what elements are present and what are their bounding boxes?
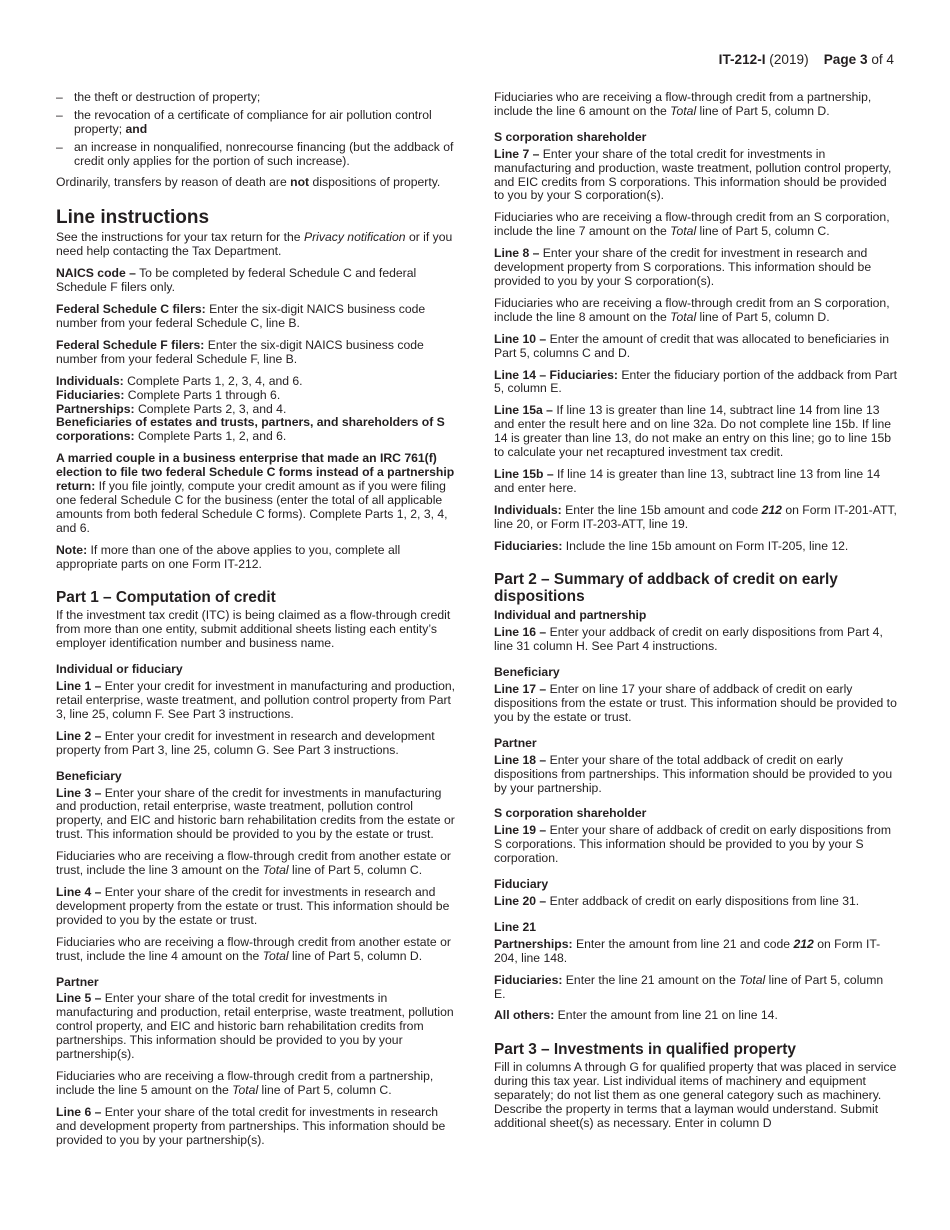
- note: Note: If more than one of the above applies to you, complete all appropriate parts on one Form IT-212.: [56, 542, 401, 571]
- page-header: [719, 53, 894, 67]
- naics-code: NAICS code – To be completed by federal Schedule C and federal Schedule F filers only.: [56, 266, 417, 295]
- line4: Line 4 – Enter your share of the credit for investments in research and development property from the estate or trust. This information should be provided to you by the estate or trust.: [56, 884, 450, 927]
- disposition-list: [56, 91, 460, 169]
- part3-heading: Part 3 – Investments in qualified property: [494, 1041, 796, 1059]
- see-instructions: See the instructions for your tax return for the Privacy notification or if you need help contacting the Tax Department.: [56, 230, 453, 259]
- line16: Line 16 – Enter your addback of credit on early dispositions from Part 4, line 31 column H. See Part 4 instructions.: [494, 625, 883, 654]
- page-of: of 4: [871, 52, 894, 67]
- transfers-note: Ordinarily, transfers by reason of death are not dispositions of property.: [56, 174, 441, 189]
- page-label: Page 3: [823, 52, 868, 67]
- line6-fiduciaries: Fiduciaries who are receiving a flow-through credit from a partnership, include the line 6 amount on the Total line of Part 5, column D.: [494, 90, 872, 118]
- parts-to-complete: Individuals: Complete Parts 1, 2, 3, 4, and 6. Fiduciaries: Complete Parts 1 through 6. Partnerships: Complete Parts 2, 3, and 4. Beneficiaries of estates and trusts, partners, and shareholders of S corporations: Complete Parts 1, 2, and 6.: [56, 373, 445, 444]
- line20: Line 20 – Enter addback of credit on early dispositions from line 31.: [494, 893, 860, 908]
- beneficiary-heading-2: Beneficiary: [494, 665, 560, 680]
- fed-c-filers: Federal Schedule C filers: Enter the six-digit NAICS business code number from your federal Schedule C, line B.: [56, 302, 426, 330]
- line5-fiduciaries: Fiduciaries who are receiving a flow-through credit from a partnership, include the line 5 amount on the Total line of Part 5, column C.: [56, 1068, 434, 1097]
- line4-fiduciaries: Fiduciaries who are receiving a flow-through credit from another estate or trust, include the line 4 amount on the Total line of Part 5, column D.: [56, 934, 451, 963]
- line15b-individuals: Individuals: Enter the line 15b amount and code 212 on Form IT-201-ATT, line 20, or Form IT-203-ATT, line 19.: [494, 502, 897, 531]
- fiduciary-heading: Fiduciary: [494, 877, 549, 892]
- line5: Line 5 – Enter your share of the total credit for investments in manufacturing and production, retail enterprise, waste treatment, pollution control property, and EIC and historic barn rehabilitation credits from partnerships. This information should be provided to you by your partnership(s).: [56, 991, 454, 1062]
- part1-heading: Part 1 – Computation of credit: [56, 589, 276, 607]
- partner-heading-2: Partner: [494, 735, 537, 750]
- individual-partnership-heading: Individual and partnership: [494, 608, 647, 623]
- form-year: (2019): [769, 52, 809, 67]
- line15a: Line 15a – If line 13 is greater than line 14, subtract line 14 from line 13 and enter the result here and on line 32a. Do not complete line 15b. If line 14 is greater than line 13, do not make an entry on this line; go to line 15b to calculate your net recaptured investment tax credit.: [494, 403, 892, 460]
- beneficiary-heading: Beneficiary: [56, 768, 122, 783]
- fed-f-filers: Federal Schedule F filers: Enter the six-digit NAICS business code number from your federal Schedule F, line B.: [56, 337, 424, 366]
- line10: Line 10 – Enter the amount of credit that was allocated to beneficiaries in Part 5, columns C and D.: [494, 331, 889, 360]
- left-column: [56, 91, 460, 1155]
- line21-partnerships: Partnerships: Enter the amount from line 21 and code 212 on Form IT-204, line 148.: [494, 936, 881, 965]
- line8: Line 8 – Enter your share of the credit for investment in research and development property from S corporations. This information should be provided to you by your S corporation(s).: [494, 246, 872, 288]
- line17: Line 17 – Enter on line 17 your share of addback of credit on early dispositions from the estate or trust. This information should be provided to you by the estate or trust.: [494, 682, 897, 724]
- line15b-fiduciaries: Fiduciaries: Include the line 15b amount on Form IT-205, line 12.: [494, 538, 849, 553]
- line14: Line 14 – Fiduciaries: Enter the fiduciary portion of the addback from Part 5, column E.: [494, 367, 898, 396]
- right-column: [494, 91, 898, 1139]
- line6: Line 6 – Enter your share of the total credit for investments in research and development property from partnerships. This information should be provided to you by your partnership(s).: [56, 1104, 446, 1147]
- line8-fiduciaries: Fiduciaries who are receiving a flow-through credit from an S corporation, include the line 8 amount on the Total line of Part 5, column D.: [494, 295, 890, 324]
- line21-fiduciaries: Fiduciaries: Enter the line 21 amount on the Total line of Part 5, column E.: [494, 972, 884, 1001]
- line2: Line 2 – Enter your credit for investment in research and development property from Part 3, line 25, column G. See Part 3 instructions.: [56, 728, 435, 757]
- line3-fiduciaries: Fiduciaries who are receiving a flow-through credit from another estate or trust, include the line 3 amount on the Total line of Part 5, column C.: [56, 849, 451, 878]
- s-corp-heading-2: S corporation shareholder: [494, 806, 647, 821]
- part1-intro: If the investment tax credit (ITC) is being claimed as a flow-through credit from more than one entity, submit additional sheets listing each entity’s employer identification number and business name.: [56, 608, 451, 651]
- line1: Line 1 – Enter your credit for investment in manufacturing and production, retail enterprise, waste treatment, and pollution control property from Part 3, line 25, column F. See Part 3 instructions.: [56, 679, 456, 721]
- line3: Line 3 – Enter your share of the credit for investments in manufacturing and production, retail enterprise, waste treatment, pollution control property, and EIC and historic barn rehabilitation credits from the estate or trust. This information should be provided to you by the estate or trust.: [56, 785, 455, 842]
- line7-fiduciaries: Fiduciaries who are receiving a flow-through credit from an S corporation, include the line 7 amount on the Total line of Part 5, column C.: [494, 210, 890, 239]
- list-item: – the theft or destruction of property;: [56, 91, 460, 105]
- part3-intro: Fill in columns A through G for qualified property that was placed in service during this tax year. List individual items of machinery and equipment separately; do not list them as one general category such as machinery. Describe the property in terms that a layman would understand. Submit additional sheet(s) as necessary. Enter in column D: [494, 1060, 897, 1130]
- line18: Line 18 – Enter your share of the total addback of credit on early dispositions from partnerships. This information should be provided to you by your partnership.: [494, 752, 893, 795]
- s-corp-heading: S corporation shareholder: [494, 129, 647, 144]
- married-couple: A married couple in a business enterprise that made an IRC 761(f) election to file two federal Schedule C forms instead of a partnership return: If you file jointly, compute your credit amount as if you were filing one federal Schedule C for the business (enter the total of all applicable amounts from both federal Schedule C forms). Complete Parts 1, 2, 3, 4, and 6.: [56, 451, 455, 535]
- line15b: Line 15b – If line 14 is greater than line 13, subtract line 13 from line 14 and enter here.: [494, 466, 881, 495]
- form-number: IT-212-I: [718, 52, 766, 67]
- partner-heading: Partner: [56, 974, 99, 989]
- list-item: – an increase in nonqualified, nonrecourse financing (but the addback of credit only applies for the portion of such increase).: [56, 141, 460, 169]
- line21-others: All others: Enter the amount from line 21 on line 14.: [494, 1008, 778, 1023]
- line-instructions-heading: Line instructions: [56, 207, 210, 229]
- list-item: – the revocation of a certificate of compliance for air pollution control property; and: [56, 109, 460, 137]
- line7: Line 7 – Enter your share of the total credit for investments in manufacturing and production, waste treatment, pollution control property, and EIC credits from S corporations. This information should be provided to you by your S corporation(s).: [494, 146, 892, 203]
- individual-fiduciary-heading: Individual or fiduciary: [56, 662, 183, 677]
- line21-heading: Line 21: [494, 919, 536, 934]
- part2-heading: Part 2 – Summary of addback of credit on early dispositions: [494, 571, 838, 606]
- line19: Line 19 – Enter your share of addback of credit on early dispositions from S corporations. This information should be provided to you by your S corporation.: [494, 823, 891, 866]
